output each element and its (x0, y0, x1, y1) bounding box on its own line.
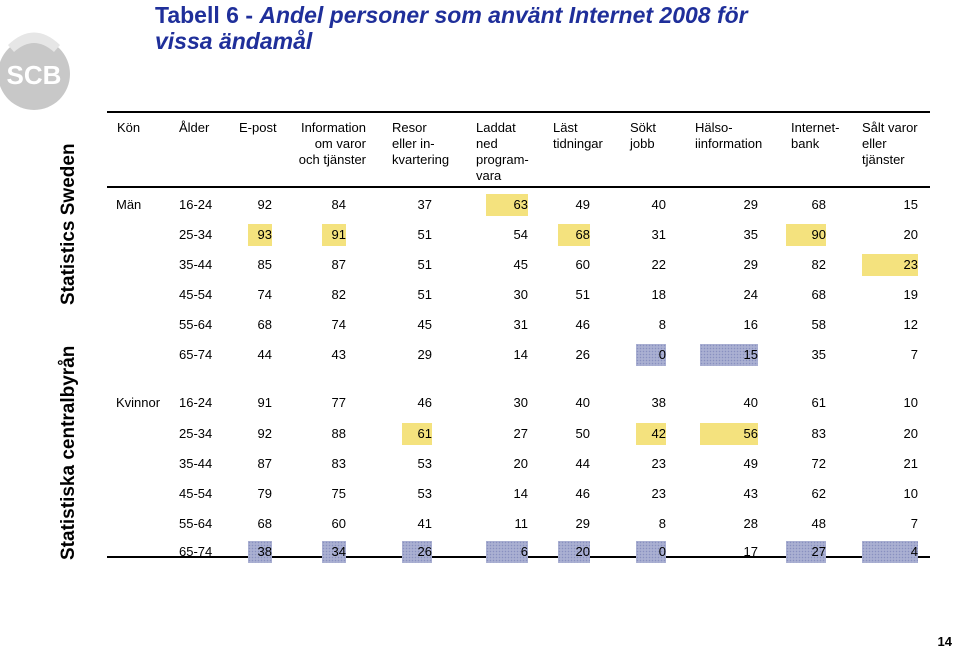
age-label: 16-24 (179, 197, 213, 212)
header-last: Läst tidningar (553, 120, 603, 151)
table-cell: 30 (513, 287, 528, 302)
table-cell: 68 (257, 317, 272, 332)
table-cell: 21 (903, 456, 918, 471)
table-cell: 12 (903, 317, 918, 332)
table-cell: 44 (257, 347, 272, 362)
table-cell: 82 (331, 287, 346, 302)
table-cell: 41 (417, 516, 432, 531)
table-cell: 27 (513, 426, 528, 441)
table-cell: 63 (486, 194, 528, 216)
table-cell: 43 (331, 347, 346, 362)
table-cell: 29 (417, 347, 432, 362)
table-cell: 68 (811, 287, 826, 302)
page-title (155, 2, 748, 54)
table-cell: 88 (331, 426, 346, 441)
table-cell: 23 (651, 486, 666, 501)
table-cell: 46 (575, 486, 590, 501)
table-cell: 10 (903, 395, 918, 410)
table-cell: 79 (257, 486, 272, 501)
header-info: Information om varor och tjänster (298, 120, 366, 167)
table-cell: 50 (575, 426, 590, 441)
age-label: 25-34 (179, 227, 213, 242)
table-cell: 87 (331, 257, 346, 272)
table-cell: 43 (743, 486, 758, 501)
table-cell: 84 (331, 197, 346, 212)
table-cell: 91 (257, 395, 272, 410)
table-cell: 91 (322, 224, 346, 246)
table-cell: 75 (331, 486, 346, 501)
table-cell: 51 (417, 287, 432, 302)
table-cell: 38 (651, 395, 666, 410)
header-halso: Hälso- iinformation (695, 120, 763, 151)
header-alder: Ålder (179, 120, 210, 135)
table-cell: 8 (658, 317, 666, 332)
table-cell: 51 (417, 257, 432, 272)
title-prefix: Tabell 6 - (155, 2, 260, 28)
table-cell: 68 (558, 224, 590, 246)
table-cell: 17 (743, 544, 758, 559)
table-cell: 44 (575, 456, 590, 471)
table-cell: 0 (636, 344, 666, 366)
table-cell: 58 (811, 317, 826, 332)
table-top-rule (107, 111, 930, 113)
table-cell: 90 (786, 224, 826, 246)
table-cell: 20 (903, 426, 918, 441)
table-cell: 72 (811, 456, 826, 471)
table-cell: 30 (513, 395, 528, 410)
table-cell: 18 (651, 287, 666, 302)
table-cell: 40 (743, 395, 758, 410)
scb-sidebar-graphic (0, 0, 100, 653)
table-cell: 77 (331, 395, 346, 410)
age-label: 35-44 (179, 456, 213, 471)
table-cell: 23 (651, 456, 666, 471)
table-cell: 10 (903, 486, 918, 501)
table-cell: 40 (651, 197, 666, 212)
gender-label: Kvinnor (116, 395, 161, 410)
age-label: 45-54 (179, 287, 213, 302)
table-cell: 74 (257, 287, 272, 302)
table-cell: 83 (331, 456, 346, 471)
age-label: 55-64 (179, 317, 213, 332)
table-cell: 49 (575, 197, 590, 212)
table-cell: 37 (417, 197, 432, 212)
header-epost: E-post (239, 120, 277, 135)
table-cell: 92 (257, 426, 272, 441)
table-cell: 56 (700, 423, 758, 445)
table-cell: 31 (513, 317, 528, 332)
table-cell: 29 (743, 197, 758, 212)
table-cell: 26 (575, 347, 590, 362)
table-cell: 93 (248, 224, 272, 246)
table-cell: 61 (811, 395, 826, 410)
age-label: 55-64 (179, 516, 213, 531)
table-cell: 46 (417, 395, 432, 410)
header-bank: Internet- bank (791, 120, 840, 151)
table-cell: 45 (417, 317, 432, 332)
side-text-swedish: Statistiska centralbyrån (58, 345, 79, 560)
table-cell: 29 (575, 516, 590, 531)
age-label: 35-44 (179, 257, 213, 272)
table-cell: 51 (417, 227, 432, 242)
age-label: 25-34 (179, 426, 213, 441)
table-cell: 51 (575, 287, 590, 302)
header-salt: Sålt varor eller tjänster (862, 120, 918, 167)
table-cell: 0 (636, 541, 666, 563)
table-cell: 54 (513, 227, 528, 242)
scb-logo-text: SCB (6, 60, 62, 90)
table-cell: 53 (417, 456, 432, 471)
scb-logo (0, 33, 70, 111)
table-cell: 34 (322, 541, 346, 563)
table-cell: 20 (903, 227, 918, 242)
header-laddat: Laddat ned program- vara (476, 120, 529, 183)
table-cell: 28 (743, 516, 758, 531)
page-number: 14 (937, 634, 952, 649)
header-kon: Kön (117, 120, 141, 135)
table-cell: 24 (743, 287, 758, 302)
table-cell: 7 (910, 347, 918, 362)
gender-label: Män (116, 197, 142, 212)
table-cell: 11 (514, 516, 528, 531)
table-cell: 15 (903, 197, 918, 212)
table-cell: 14 (513, 347, 528, 362)
table-cell: 19 (903, 287, 918, 302)
table-cell: 38 (248, 541, 272, 563)
title-line2: vissa ändamål (155, 28, 313, 54)
table-cell: 26 (402, 541, 432, 563)
table-cell: 7 (910, 516, 918, 531)
table-cell: 60 (331, 516, 346, 531)
header-sokt: Sökt jobb (630, 120, 657, 151)
table-cell: 35 (811, 347, 826, 362)
table-cell: 23 (862, 254, 918, 276)
table-cell: 14 (513, 486, 528, 501)
table-cell: 87 (257, 456, 272, 471)
table-cell: 74 (331, 317, 346, 332)
table-cell: 6 (486, 541, 528, 563)
table-cell: 60 (575, 257, 590, 272)
table-cell: 31 (651, 227, 666, 242)
table-cell: 49 (743, 456, 758, 471)
age-label: 65-74 (179, 347, 213, 362)
table-cell: 53 (417, 486, 432, 501)
table-cell: 48 (811, 516, 826, 531)
table-cell: 20 (558, 541, 590, 563)
table-cell: 45 (513, 257, 528, 272)
table-cell: 62 (811, 486, 826, 501)
sidebar (0, 0, 100, 653)
table-cell: 68 (257, 516, 272, 531)
age-label: 45-54 (179, 486, 213, 501)
age-label: 16-24 (179, 395, 213, 410)
table-cell: 85 (257, 257, 272, 272)
table-cell: 46 (575, 317, 590, 332)
title-italic: Andel personer som använt Internet 2008 för (259, 2, 748, 28)
table-cell: 61 (402, 423, 432, 445)
table-header-rule (107, 186, 930, 188)
table-cell: 92 (257, 197, 272, 212)
table-cell: 4 (862, 541, 918, 563)
header-resor: Resor eller in- kvartering (392, 120, 450, 167)
table-cell: 20 (513, 456, 528, 471)
table-cell: 22 (651, 257, 666, 272)
table-cell: 16 (743, 317, 758, 332)
age-label: 65-74 (179, 544, 213, 559)
table-cell: 42 (636, 423, 666, 445)
table-cell: 35 (743, 227, 758, 242)
table-cell: 8 (658, 516, 666, 531)
table-cell: 27 (786, 541, 826, 563)
table-cell: 29 (743, 257, 758, 272)
table-cell: 68 (811, 197, 826, 212)
table-cell: 15 (700, 344, 758, 366)
table-cell: 83 (811, 426, 826, 441)
table-cell: 40 (575, 395, 590, 410)
side-text-sweden: Statistics Sweden (58, 143, 79, 305)
table-cell: 82 (811, 257, 826, 272)
